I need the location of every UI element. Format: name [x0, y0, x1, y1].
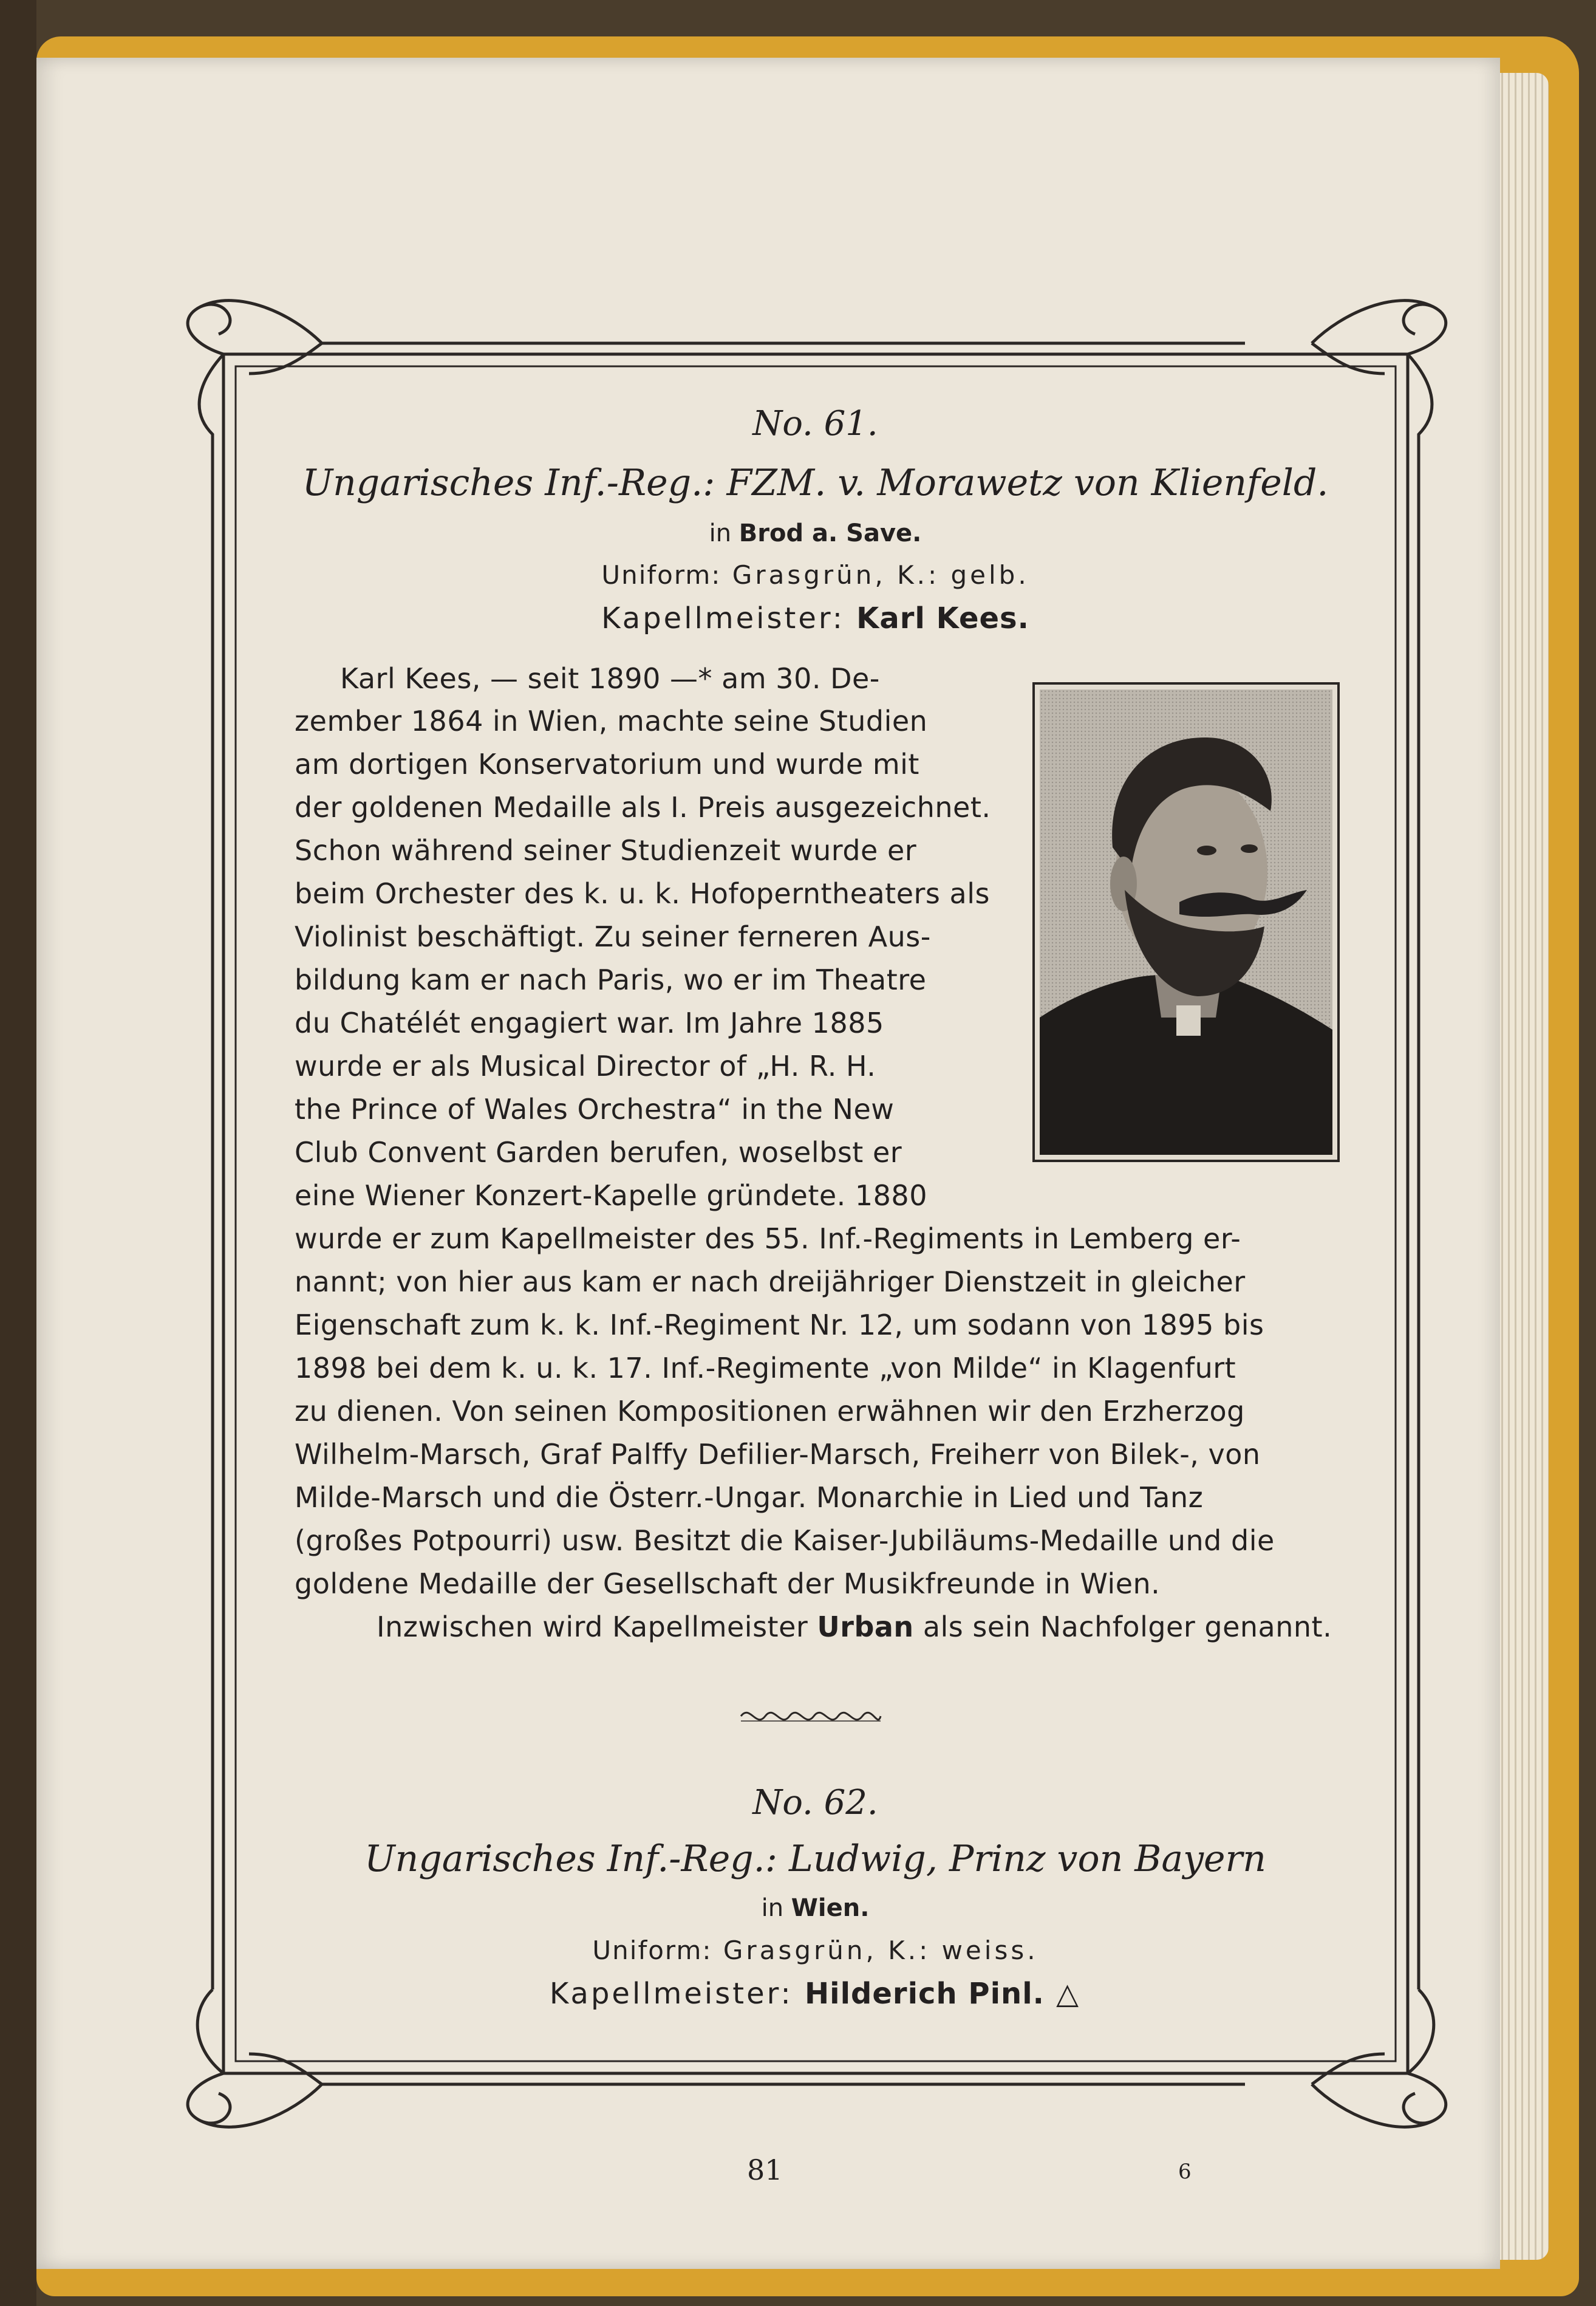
entry-61-number: No. 61.: [752, 404, 878, 443]
bio-line: Violinist beschäftigt. Zu seiner ferneren Aus-: [295, 920, 931, 953]
entry-62-uniform: [210, 1935, 1421, 1965]
bio-line: eine Wiener Konzert-Kapelle gründete. 1880: [295, 1179, 927, 1212]
bio-line: Wilhelm-Marsch, Graf Palffy Defilier-Marsch, Freiherr von Bilek-, von: [295, 1438, 1261, 1471]
bio-line: the Prince of Wales Orchestra“ in the New: [295, 1093, 895, 1126]
portrait-photo: [1032, 682, 1340, 1162]
bio-line: (großes Potpourri) usw. Besitzt die Kaiser-Jubiläums-Medaille und die: [295, 1524, 1275, 1557]
entry-61-location-prefix: in: [709, 519, 732, 547]
triangle-icon: △: [1056, 1977, 1082, 2011]
bio-line: Karl Kees, — seit 1890 —* am 30. De-: [340, 662, 880, 695]
bio-line: zu dienen. Von seinen Kompositionen erwähnen wir den Erzherzog: [295, 1395, 1245, 1428]
bio-line: wurde er als Musical Director of „H. R. H.: [295, 1050, 876, 1083]
page-content: [210, 334, 1421, 2096]
entry-62-location-name: Wien.: [791, 1894, 870, 1922]
bio-line: wurde er zum Kapellmeister des 55. Inf.-Regiments in Lemberg er-: [295, 1222, 1241, 1255]
entry-61-regiment: Ungarisches Inf.-Reg.: FZM. v. Morawetz von Klienfeld.: [302, 462, 1329, 504]
entry-62-location: [210, 1894, 1421, 1922]
entry-61-uniform-value: Grasgrün, K.: gelb.: [732, 560, 1029, 590]
ornamental-divider: [738, 1704, 884, 1728]
entry-62-bandmaster-label: Kapellmeister:: [549, 1977, 793, 2011]
successor-line: [377, 1610, 1332, 1643]
biography-text: [210, 334, 1421, 2096]
successor-before: Inzwischen wird Kapellmeister: [377, 1610, 808, 1643]
page-number: 81: [747, 2154, 783, 2186]
entry-61-location-name: Brod a. Save.: [738, 519, 922, 547]
bio-line: der goldenen Medaille als I. Preis ausgezeichnet.: [295, 791, 991, 824]
entry-62-uniform-label: Uniform:: [592, 1935, 712, 1965]
bio-line: goldene Medaille der Gesellschaft der Musikfreunde in Wien.: [295, 1567, 1161, 1600]
bio-line: zember 1864 in Wien, machte seine Studien: [295, 705, 928, 737]
entry-61-bandmaster-label: Kapellmeister:: [601, 601, 845, 635]
book-spine-shadow: [0, 0, 36, 2306]
bio-line: beim Orchester des k. u. k. Hofoperntheaters als: [295, 877, 990, 910]
entry-62-bandmaster: [210, 1977, 1421, 2011]
entry-61-uniform-label: Uniform:: [601, 560, 721, 590]
entry-62-regiment: Ungarisches Inf.-Reg.: Ludwig, Prinz von Bayern: [364, 1838, 1266, 1880]
entry-62-bandmaster-name: Hilderich Pinl.: [804, 1977, 1045, 2011]
entry-62-number: No. 62.: [752, 1783, 878, 1822]
bio-line: Milde-Marsch und die Österr.-Ungar. Monarchie in Lied und Tanz: [295, 1481, 1204, 1514]
bio-line: bildung kam er nach Paris, wo er im Theatre: [295, 963, 927, 996]
entry-61-bandmaster-name: Karl Kees.: [856, 601, 1029, 635]
signature-mark: 6: [1178, 2160, 1192, 2184]
bio-line: am dortigen Konservatorium und wurde mit: [295, 748, 919, 781]
bio-line: 1898 bei dem k. u. k. 17. Inf.-Regimente „von Milde“ in Klagenfurt: [295, 1352, 1236, 1384]
bio-line: nannt; von hier aus kam er nach dreijähriger Dienstzeit in gleicher: [295, 1265, 1246, 1298]
bio-line: Club Convent Garden berufen, woselbst er: [295, 1136, 902, 1169]
successor-after: als sein Nachfolger genannt.: [922, 1610, 1332, 1643]
bio-line: du Chatélét engagiert war. Im Jahre 1885: [295, 1007, 884, 1039]
successor-name: Urban: [817, 1610, 914, 1643]
portrait-image: [1040, 689, 1332, 1155]
book-page: [36, 58, 1500, 2269]
entry-62-location-prefix: in: [761, 1894, 784, 1922]
bio-line: Eigenschaft zum k. k. Inf.-Regiment Nr. 12, um sodann von 1895 bis: [295, 1309, 1264, 1341]
entry-62-uniform-value: Grasgrün, K.: weiss.: [723, 1935, 1038, 1965]
bio-line: Schon während seiner Studienzeit wurde er: [295, 834, 917, 867]
